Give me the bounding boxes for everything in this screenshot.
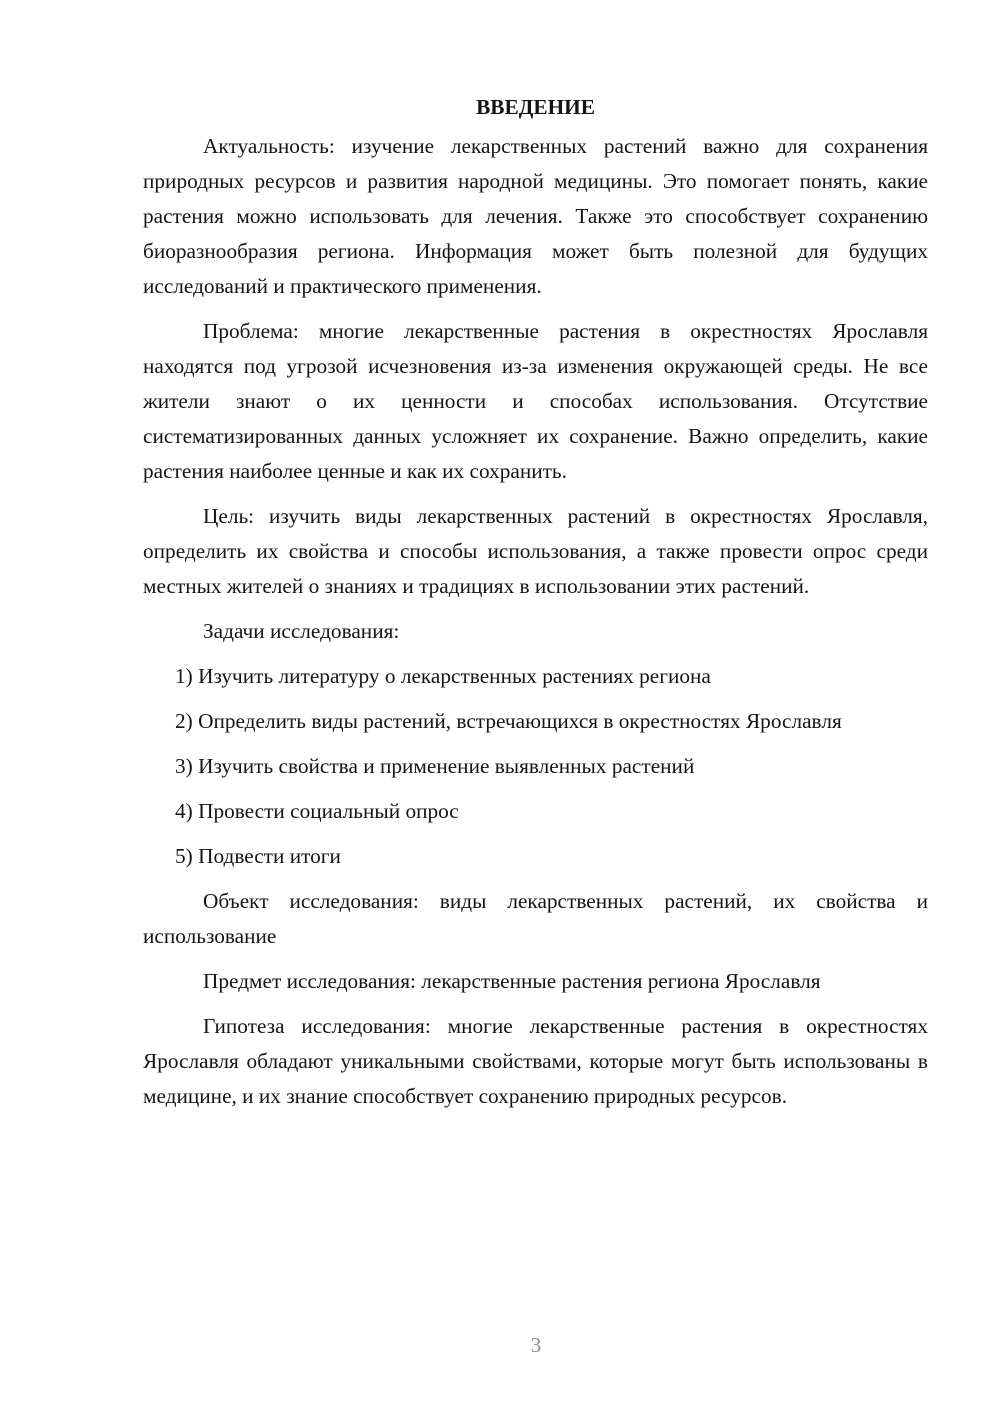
hypothesis-paragraph: Гипотеза исследования: многие лекарственные растения в окрестностях Ярославля обладают уникальными свойствами, которые могут быть использованы в медицине, и их знание способствует сохранению природных ресурсов. [143,1014,928,1108]
task-item-2: 2) Определить виды растений, встречающихся в окрестностях Ярославля [175,709,842,733]
section-title: ВВЕДЕНИЕ [476,95,595,119]
relevance-paragraph: Актуальность: изучение лекарственных растений важно для сохранения природных ресурсов и развития народной медицины. Это помогает понять, какие растения можно использовать для лечения. Также это способствует сохранению биоразнообразия региона. Информация может быть полезной для будущих исследований и практического применения. [143,134,928,298]
problem-paragraph: Проблема: многие лекарственные растения в окрестностях Ярославля находятся под угрозой исчезновения из-за изменения окружающей среды. Не все жители знают о их ценности и способах использования. Отсутствие систематизированных данных усложняет их сохранение. Важно определить, какие растения наиболее ценные и как их сохранить. [143,319,928,483]
page-number: 3 [530,1333,542,1357]
task-item-3: 3) Изучить свойства и применение выявленных растений [175,754,695,778]
subject-paragraph: Предмет исследования: лекарственные растения региона Ярославля [203,969,821,993]
task-item-1: 1) Изучить литературу о лекарственных растениях региона [175,664,711,688]
document-page [143,90,928,1114]
task-item-5: 5) Подвести итоги [175,844,341,868]
tasks-heading: Задачи исследования: [203,619,400,643]
goal-paragraph: Цель: изучить виды лекарственных растений в окрестностях Ярославля, определить их свойства и способы использования, а также провести опрос среди местных жителей о знаниях и традициях в использовании этих растений. [143,504,928,598]
object-paragraph: Объект исследования: виды лекарственных растений, их свойства и использование [143,889,928,948]
task-item-4: 4) Провести социальный опрос [175,799,459,823]
